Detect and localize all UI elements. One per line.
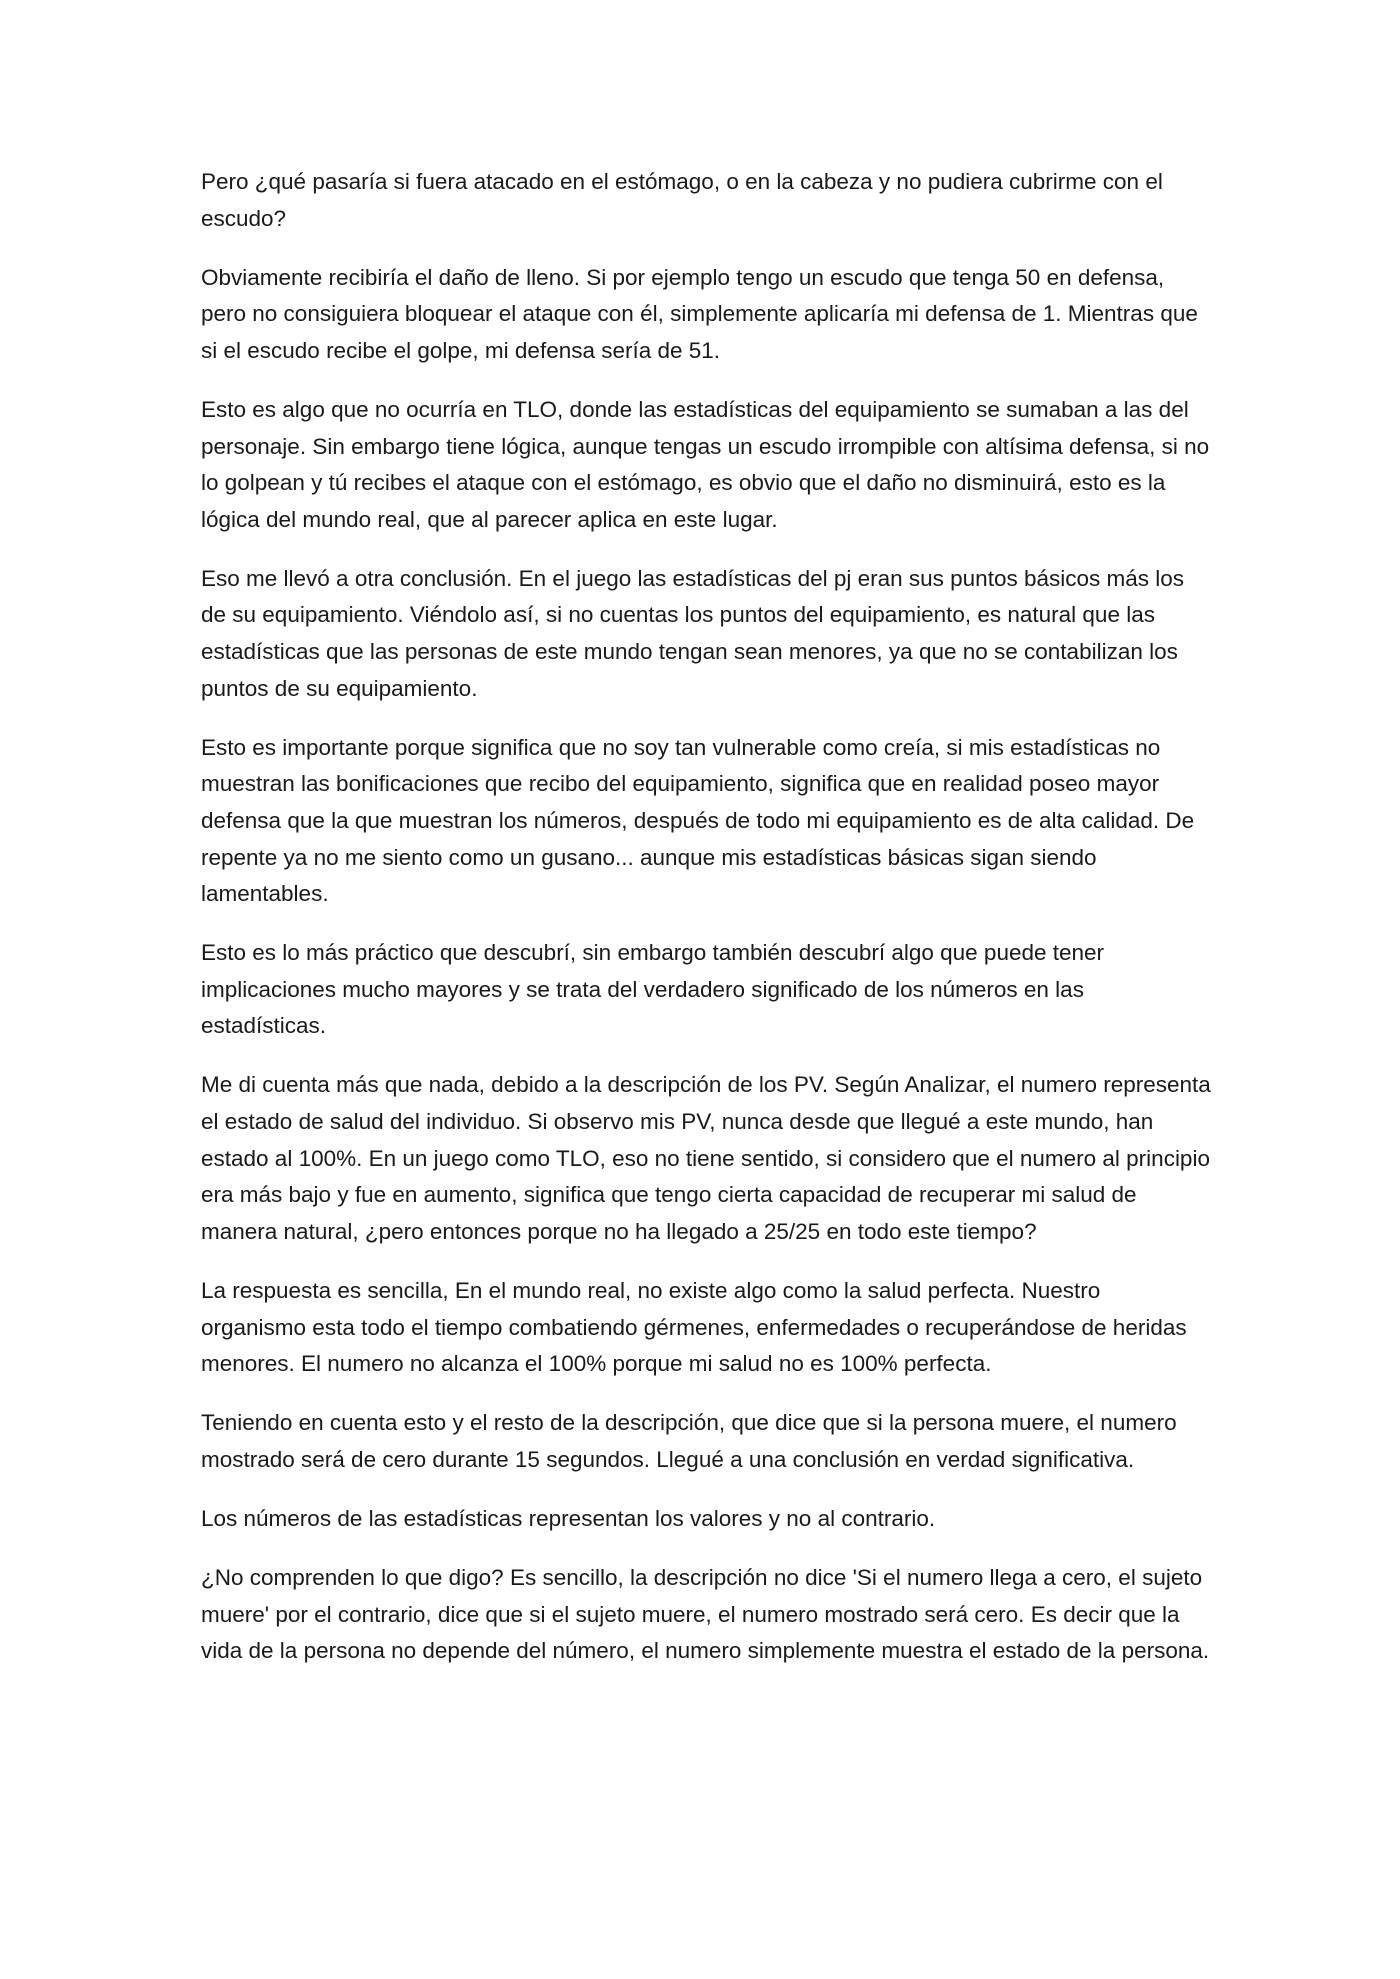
paragraph: Esto es importante porque significa que no soy tan vulnerable como creía, si mis estadísticas no muestran las bonificaciones que recibo del equipamiento, significa que en realidad poseo mayor defensa que la que muestran los números, después de todo mi equipamiento es de alta calidad. De repente ya no me siento como un gusano... aunque mis estadísticas básicas sigan siendo lamentables. <box>201 734 1195 907</box>
paragraph: Esto es algo que no ocurría en TLO, donde las estadísticas del equipamiento se sumaban a las del personaje. Sin embargo tiene lógica, aunque tengas un escudo irrompible con altísima defensa, si no lo golpean y tú recibes el ataque con el estómago, es obvio que el daño no disminuirá, esto es la lógica del mundo real, que al parecer aplica en este lugar. <box>201 396 1210 532</box>
paragraph: Pero ¿qué pasaría si fuera atacado en el estómago, o en la cabeza y no pudiera cubrirme con el escudo? <box>201 169 1163 231</box>
paragraph: Obviamente recibiría el daño de lleno. Si por ejemplo tengo un escudo que tenga 50 en defensa, pero no consiguiera bloquear el ataque con él, simplemente aplicaría mi defensa de 1. Mientras que si el escudo recibe el golpe, mi defensa sería de 51. <box>201 264 1198 363</box>
paragraph: Esto es lo más práctico que descubrí, sin embargo también descubrí algo que puede tener implicaciones mucho mayores y se trata del verdadero significado de los números en las estadísticas. <box>201 940 1105 1039</box>
document-body <box>201 164 1211 1692</box>
paragraph: ¿No comprenden lo que digo? Es sencillo, la descripción no dice 'Si el numero llega a cero, el sujeto muere' por el contrario, dice que si el sujeto muere, el numero mostrado será cero. Es decir que la vida de la persona no depende del número, el numero simplemente muestra el estado de la persona. <box>201 1565 1210 1664</box>
paragraph: Me di cuenta más que nada, debido a la descripción de los PV. Según Analizar, el numero representa el estado de salud del individuo. Si observo mis PV, nunca desde que llegué a este mundo, han estado al 100%. En un juego como TLO, eso no tiene sentido, si considero que el numero al principio era más bajo y fue en aumento, significa que tengo cierta capacidad de recuperar mi salud de manera natural, ¿pero entonces porque no ha llegado a 25/25 en todo este tiempo? <box>201 1072 1211 1244</box>
paragraph: Teniendo en cuenta esto y el resto de la descripción, que dice que si la persona muere, el numero mostrado será de cero durante 15 segundos. Llegué a una conclusión en verdad significativa. <box>201 1410 1177 1472</box>
paragraph: Eso me llevó a otra conclusión. En el juego las estadísticas del pj eran sus puntos básicos más los de su equipamiento. Viéndolo así, si no cuentas los puntos del equipamiento, es natural que las estadísticas que las personas de este mundo tengan sean menores, ya que no se contabilizan los puntos de su equipamiento. <box>201 565 1185 701</box>
paragraph: Los números de las estadísticas representan los valores y no al contrario. <box>201 1505 936 1531</box>
paragraph: La respuesta es sencilla, En el mundo real, no existe algo como la salud perfecta. Nuestro organismo esta todo el tiempo combatiendo gérmenes, enfermedades o recuperándose de heridas menores. El numero no alcanza el 100% porque mi salud no es 100% perfecta. <box>201 1277 1187 1377</box>
